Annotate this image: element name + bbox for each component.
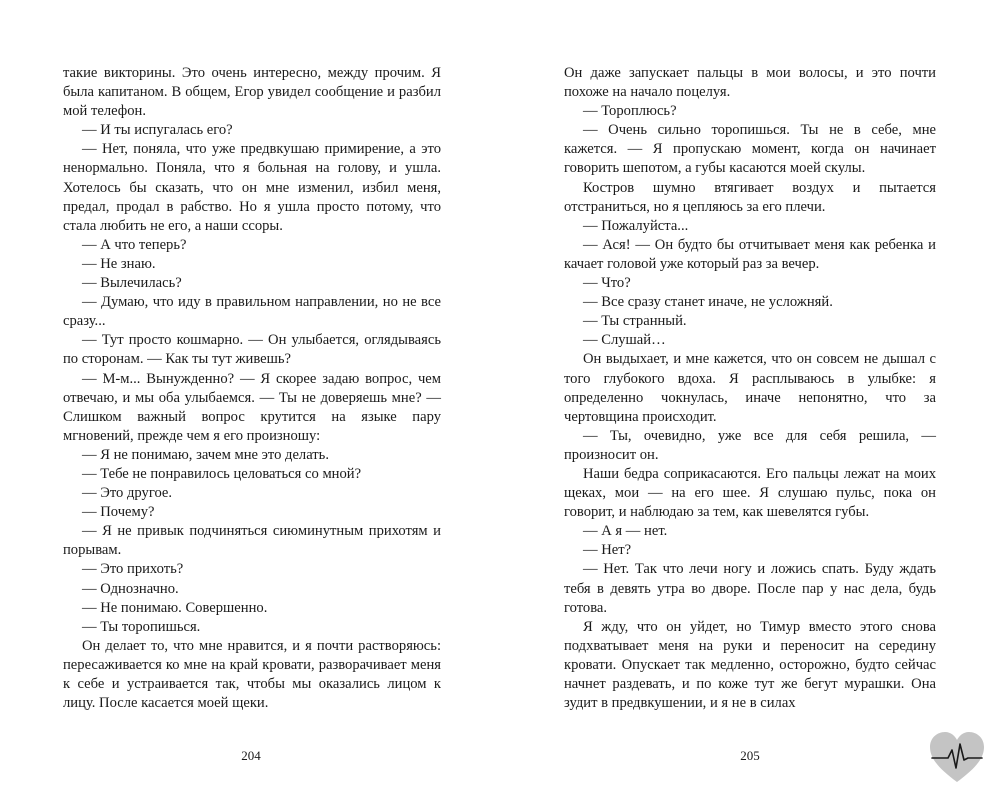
paragraph: — Что? xyxy=(583,275,631,292)
paragraph: — А я — нет. xyxy=(583,523,668,540)
heart-pulse-icon xyxy=(928,730,986,786)
paragraph: — Тебе не понравилось целоваться со мной? xyxy=(82,465,362,482)
paragraph: Он даже запускает пальцы в мои волосы, и это почти похоже на начало поцелуя. xyxy=(564,65,936,101)
paragraph: — Ты, очевидно, уже все для себя решила, — произносит он. xyxy=(564,427,936,463)
paragraph: — Ты торопишься. xyxy=(82,618,201,635)
paragraph: — Думаю, что иду в правильном направлении, но не все сразу... xyxy=(63,294,441,330)
paragraph: — Однозначно. xyxy=(82,580,179,597)
paragraph: — А что теперь? xyxy=(82,236,187,253)
left-page xyxy=(63,64,441,713)
paragraph: — Тороплюсь? xyxy=(583,103,677,120)
paragraph: — Нет? xyxy=(583,542,632,559)
paragraph: Наши бедра соприкасаются. Его пальцы лежат на моих щеках, мои — на его шее. Я слушаю пульс, пока он говорит, и наблюдаю за тем, как шевелятся губы. xyxy=(564,465,936,521)
paragraph: Костров шумно втягивает воздух и пытается отстраниться, но я цепляюсь за его плечи. xyxy=(564,179,936,215)
page-number-left: 204 xyxy=(241,748,261,763)
paragraph: — Ты странный. xyxy=(583,313,687,330)
paragraph: — Не понимаю. Совершенно. xyxy=(82,599,268,616)
paragraph: — Я не понимаю, зачем мне это делать. xyxy=(82,446,329,463)
right-page xyxy=(564,64,936,713)
paragraph: — Нет. Так что лечи ногу и ложись спать. Буду ждать тебя в девять утра во дворе. После пар у нас дела, будь готова. xyxy=(564,561,936,616)
paragraph: — И ты испугалась его? xyxy=(82,122,233,139)
paragraph: — Нет, поняла, что уже предвкушаю примирение, а это ненормально. Поняла, что я больная на голову, и ушла. Хотелось бы сказать, что он мне изменил, избил меня, предал, продал в рабство. Но я ушла просто потому, что стала любить не его, а наши ссоры. xyxy=(63,141,441,234)
paragraph: — Все сразу станет иначе, не усложняй. xyxy=(583,294,833,311)
paragraph: — Вылечилась? xyxy=(82,275,182,292)
page-number-right: 205 xyxy=(740,748,760,763)
paragraph: — Тут просто кошмарно. — Он улыбается, оглядываясь по сторонам. — Как ты тут живешь? xyxy=(63,332,441,368)
paragraph: — Это другое. xyxy=(82,485,173,502)
paragraph: Он выдыхает, и мне кажется, что он совсем не дышал с того глубокого вдоха. Я расплываюсь в улыбке: я определенно чокнулась, иначе непонятно, что за чертовщина происходит. xyxy=(564,351,936,425)
paragraph: — Слушай… xyxy=(583,332,666,349)
paragraph: Он делает то, что мне нравится, и я почти растворяюсь: пересаживается ко мне на край кровати, разворачивает меня к себе и устраивается так, чтобы мы оказались лицом к лицу. После касается моей щеки. xyxy=(63,637,441,712)
paragraph: — Не знаю. xyxy=(82,255,156,272)
paragraph: — Ася! — Он будто бы отчитывает меня как ребенка и качает головой уже который раз за вечер. xyxy=(564,236,936,272)
paragraph: — Пожалуйста... xyxy=(583,217,689,234)
paragraph: — Это прихоть? xyxy=(82,561,184,578)
paragraph: — Я не привык подчиняться сиюминутным прихотям и порывам. xyxy=(63,523,441,559)
paragraph: — М-м... Вынужденно? — Я скорее задаю вопрос, чем отвечаю, и мы оба улыбаемся. — Ты не доверяешь мне? — Слишком важный вопрос крутится на языке пару мгновений, прежде чем я его произношу: xyxy=(63,370,441,444)
paragraph: — Очень сильно торопишься. Ты не в себе, мне кажется. — Я пропускаю момент, когда он начинает говорить шепотом, а губы касаются моей скулы. xyxy=(564,122,936,177)
paragraph: — Почему? xyxy=(82,504,155,521)
paragraph: такие викторины. Это очень интересно, между прочим. Я была капитаном. В общем, Егор увидел сообщение и разбил мой телефон. xyxy=(63,65,441,120)
paragraph: Я жду, что он уйдет, но Тимур вместо этого снова подхватывает меня на руки и переносит на середину кровати. Опускает так медленно, осторожно, будто сейчас начнет раздевать, и по коже тут же бегут мурашки. Она зудит в предвкушении, и я не в силах xyxy=(564,618,936,712)
